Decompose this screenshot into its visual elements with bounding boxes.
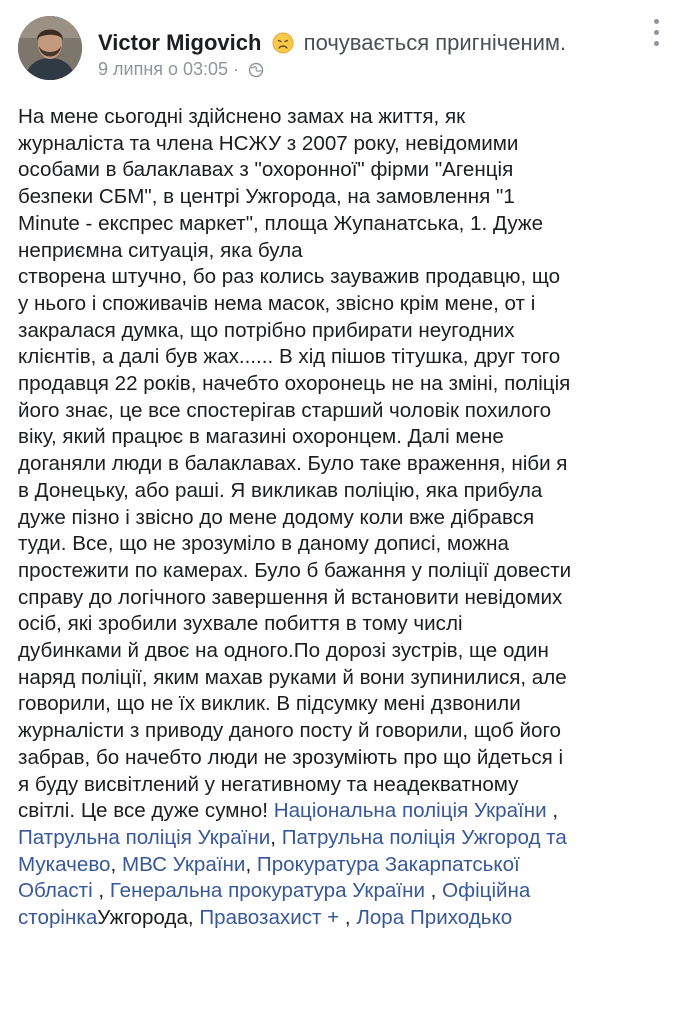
author-name[interactable]: Victor Migovich	[98, 30, 262, 55]
post-text-line: Мукачево, МВС України, Прокуратура Закарпатської	[18, 852, 520, 876]
post-text-line: наряд поліції, яким махав руками й вони зупинилися, але	[18, 665, 567, 689]
post-text-line: віку, який працює в магазині охоронцем. Далі мене	[18, 425, 504, 449]
post-text-line: сторінкаУжгорода, Правозахист + , Лора Приходько	[18, 906, 513, 930]
post-text-line: я буду висвітлений у негативному та неадекватному	[18, 772, 519, 796]
post-text-line: продавця 22 років, начебто охоронець не на зміні, поліція	[18, 372, 571, 396]
author-line	[98, 30, 566, 60]
tag-link[interactable]: МВС України	[121, 852, 246, 876]
post-text-line: простежити по камерах. Було б бажання у поліції довести	[18, 558, 572, 582]
post-text-line: створена штучно, бо раз колись зауважив продавцю, що	[18, 265, 561, 289]
post-text-line: доганяли люди в балаклавах. Було таке враження, ніби я	[18, 452, 568, 476]
post-text-line: Області , Генеральна прокуратура України , Офіційна	[18, 879, 531, 903]
tag-link[interactable]: Лора Приходько	[356, 906, 513, 930]
tag-link[interactable]: Патрульна поліція Ужгород та	[281, 825, 567, 849]
tag-link[interactable]: Офіційна	[442, 879, 531, 903]
sad-face-emoji-icon	[272, 32, 294, 60]
tag-link[interactable]: Національна поліція України	[273, 799, 547, 823]
tag-link[interactable]: Мукачево	[18, 852, 111, 876]
tag-link[interactable]: Патрульна поліція України	[18, 825, 271, 849]
post-text-line: осіб, які зробили зухвале побиття в тому числі	[18, 612, 463, 636]
post-text-line: дуже пізно і звісно до мене додому коли вже дібрався	[18, 505, 535, 529]
tag-link[interactable]: Генеральна прокуратура України	[109, 879, 425, 903]
post-text-line: у нього і споживачів нема масок, звісно крім мене, от і	[18, 291, 536, 315]
tag-link[interactable]: сторінка	[18, 906, 98, 930]
post-header	[18, 16, 662, 86]
post-text-line: справу до логічного завершення й встановити невідомих	[18, 585, 563, 609]
globe-icon[interactable]	[248, 62, 264, 83]
post-text-line: журналісти з приводу даного посту й говорили, щоб його	[18, 719, 561, 743]
meta-separator: ·	[233, 59, 240, 79]
post-text: світлі. Це все дуже сумно!	[18, 799, 274, 823]
more-options-icon[interactable]	[650, 16, 662, 52]
post-text-line: говорили, що не їх виклик. В підсумку мені дзвонили	[18, 692, 521, 716]
post-text-line: журналіста та члена НСЖУ з 2007 року, невідомими	[18, 131, 519, 155]
avatar-photo	[18, 16, 82, 80]
post-body	[18, 104, 663, 932]
tag-link[interactable]: Прокуратура Закарпатської	[256, 852, 520, 876]
post-text-line: туди. Все, що не зрозуміло в даному дописі, можна	[18, 532, 509, 556]
post-text-line: неприємна ситуація, яка була	[18, 238, 303, 262]
post-text-line: його знає, це все спостерігав старший чоловік похилого	[18, 398, 552, 422]
tag-link[interactable]: Правозахист +	[199, 906, 340, 930]
post-text-line: безпеки СБМ", в центрі Ужгорода, на замовлення "1	[18, 185, 515, 209]
post-text: Ужгорода	[97, 906, 188, 930]
post-text-line: дубинками й двоє на одного.По дорозі зустрів, ще один	[18, 639, 549, 663]
post-meta	[98, 59, 264, 83]
post-timestamp[interactable]: 9 липня о 03:05	[98, 59, 229, 79]
post-text-line: На мене сьогодні здійснено замах на життя, як	[18, 105, 466, 128]
post-text-line: клієнтів, а далі був жах...... В хід пішов тітушка, друг того	[18, 345, 561, 369]
post-text-line: закралася думка, що потрібно прибирати неугодних	[18, 318, 515, 342]
avatar[interactable]	[18, 16, 82, 80]
post-text-line: Minute - експрес маркет", площа Жупанатська, 1. Дуже	[18, 211, 544, 235]
feeling-text: почувається пригніченим.	[303, 30, 567, 55]
tag-link[interactable]: Області	[18, 879, 93, 903]
post-text-line: забрав, бо начебто люди не зрозуміють про що йдеться і	[18, 745, 564, 769]
post-text-line: особами в балаклавах з "охоронної" фірми "Агенція	[18, 158, 514, 182]
post-text-line: в Донецьку, або раші. Я викликав поліцію, яка прибула	[18, 478, 543, 502]
post-text-line: світлі. Це все дуже сумно! Національна поліція України ,	[18, 799, 559, 823]
post-text-line: Патрульна поліція України, Патрульна поліція Ужгород та	[18, 825, 567, 849]
